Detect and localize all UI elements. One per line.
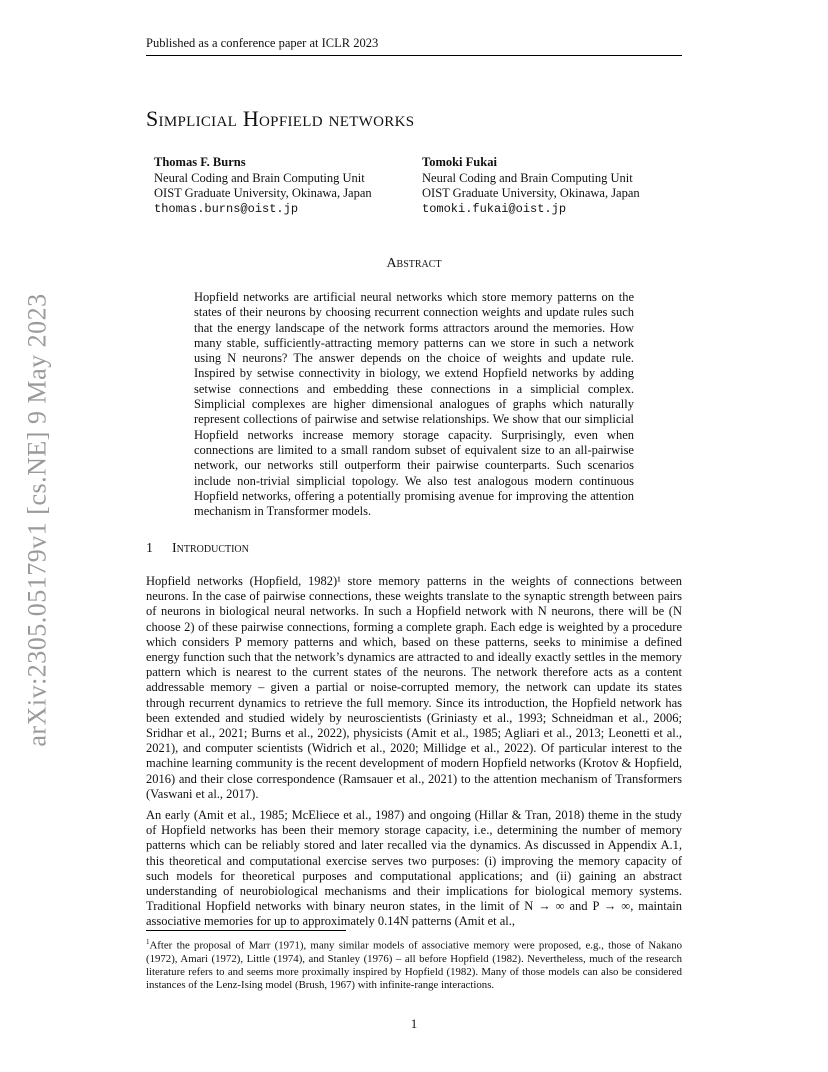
section-heading [146, 541, 249, 557]
abstract-heading: Abstract [386, 256, 442, 271]
author-block-2 [422, 155, 640, 217]
section-body [146, 574, 682, 936]
running-header: Published as a conference paper at ICLR 2023 [146, 36, 682, 56]
author-unit: Neural Coding and Brain Computing Unit [154, 170, 365, 185]
page-number: 1 [410, 1016, 418, 1031]
footnote-divider [146, 930, 346, 931]
abstract-text: Hopfield networks are artificial neural networks which store memory patterns on the states of their neurons by choosing recurrent connection weights and update rules such that the energy landscape of the network forms attractors around the memories. How many stable, sufficiently-attracting memory patterns can we store in such a network using N neurons? The answer depends on the choice of weights and update rule. Inspired by setwise connectivity in biology, we extend Hopfield networks by adding setwise connections and embedding these connections in a simplicial complex. Simplicial complexes are higher dimensional analogues of graphs which naturally represent collections of pairwise and setwise relationships. We show that our simplicial Hopfield networks increase memory storage capacity. Surprisingly, even when connections are limited to a small random subset of equivalent size to an all-pairwise network, our networks still outperform their pairwise counterparts. Such scenarios include non-trivial simplicial topology. We also test analogous modern continuous Hopfield networks, offering a potentially promising avenue for improving the attention mechanism in Transformer models. [194, 290, 634, 519]
paragraph-1: Hopfield networks (Hopfield, 1982)¹ store memory patterns in the weights of connections between neurons. In the case of pairwise connections, these weights translate to the synaptic strength between pairs of neurons in biological neural networks. In such a Hopfield network with N neurons, there will be (N choose 2) of these pairwise connections, forming a complete graph. Each edge is weighted by a procedure which considers P memory patterns and which, based on these patterns, seeks to minimise a defined energy function such that the network’s dynamics are attracted to and ideally exactly settles in the memory pattern which is nearest to the current states of the neurons. The network therefore acts as a content addressable memory – given a partial or noise-corrupted memory, the network can update its states through recurrent dynamics to retrieve the full memory. Since its introduction, the Hopfield network has been extended and studied widely by neuroscientists (Griniasty et al., 1993; Schneidman et al., 2006; Sridhar et al., 2021; Burns et al., 2022), physicists (Amit et al., 1985; Agliari et al., 2013; Leonetti et al., 2021), and computer scientists (Widrich et al., 2020; Millidge et al., 2022). Of particular interest to the machine learning community is the recent development of modern Hopfield networks (Krotov & Hopfield, 2016) and their close correspondence (Ramsauer et al., 2021) to the attention mechanism of Transformers (Vaswani et al., 2017). [146, 574, 682, 801]
author-block-1 [154, 155, 372, 217]
author-unit: Neural Coding and Brain Computing Unit [422, 170, 633, 185]
footnote-text: After the proposal of Marr (1971), many similar models of associative memory were proposed, e.g., those of Nakano (1972), Amari (1972), Little (1974), and Stanley (1976) – all before Hopfield (1982). Nevertheless, much of the research literature refers to and seems more proximally inspired by Hopfield (1982). Many of those models can also be considered instances of the Lenz-Ising model (Brush, 1967) with infinite-range interactions. [146, 939, 682, 992]
paper-title: Simplicial Hopfield networks [146, 106, 415, 131]
section-title: Introduction [172, 541, 249, 556]
author-name: Tomoki Fukai [422, 155, 497, 169]
author-institution: OIST Graduate University, Okinawa, Japan [422, 186, 640, 200]
section-number: 1 [146, 541, 153, 556]
author-name: Thomas F. Burns [154, 155, 246, 169]
paragraph-2: An early (Amit et al., 1985; McEliece et al., 1987) and ongoing (Hillar & Tran, 2018) theme in the study of Hopfield networks has been their memory storage capacity, i.e., determining the number of memory patterns which can be reliably stored and later recalled via the dynamics. As discussed in Appendix A.1, this theoretical and computational exercise serves two purposes: (i) improving the memory capacity of such models for theoretical purposes and computational applications; and (ii) gaining an abstract understanding of neurobiological mechanisms and their implications for biological memory systems. Traditional Hopfield networks with binary neuron states, in the limit of N → ∞ and P → ∞, maintain associative memories for up to approximately 0.14N patterns (Amit et al., [146, 808, 682, 929]
author-email: tomoki.fukai@oist.jp [422, 201, 567, 216]
arxiv-identifier-text: arXiv:2305.05179v1 [cs.NE] 9 May 2023 [23, 293, 52, 747]
author-institution: OIST Graduate University, Okinawa, Japan [154, 186, 372, 200]
footnote-marker: 1 [146, 938, 150, 946]
arxiv-identifier [18, 285, 58, 755]
author-email: thomas.burns@oist.jp [154, 201, 299, 216]
footnote [146, 936, 682, 993]
